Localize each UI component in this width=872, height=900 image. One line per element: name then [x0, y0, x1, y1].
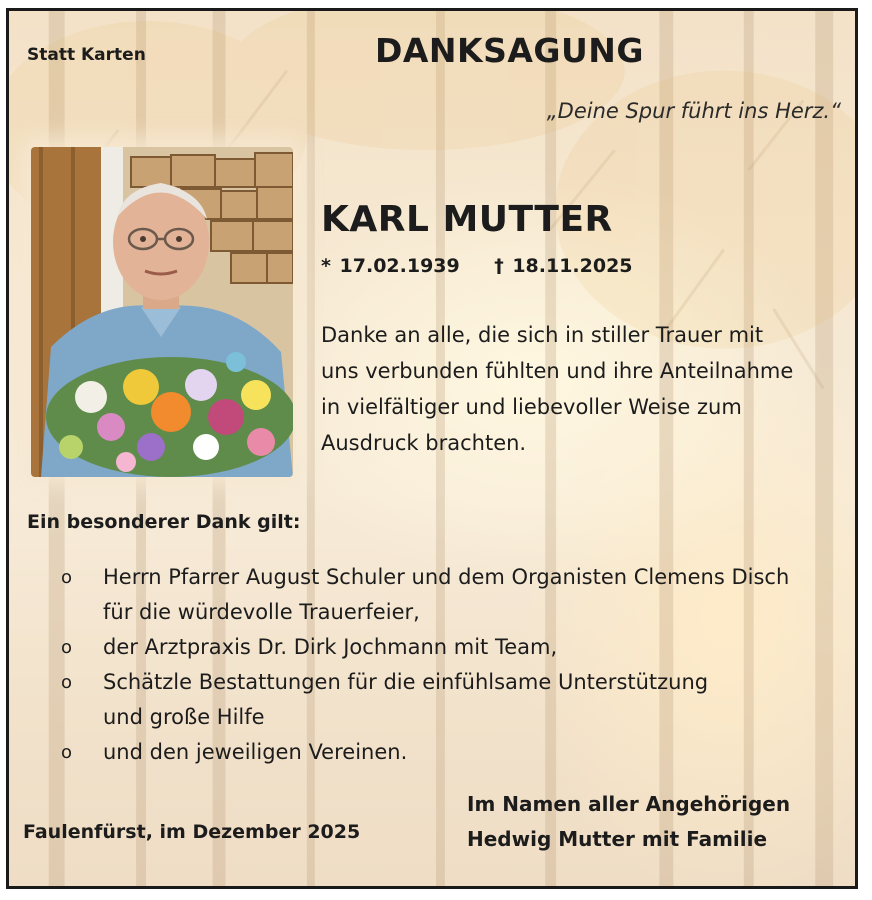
thanks-line: Danke an alle, die sich in stiller Trauer mit — [321, 323, 764, 347]
list-item — [61, 560, 851, 630]
deceased-name: KARL MUTTER — [321, 199, 613, 240]
portrait-photo — [31, 147, 293, 477]
birth-date: * 17.02.1939 — [321, 255, 460, 277]
obituary-card — [6, 8, 858, 889]
bullet-icon: o — [61, 637, 73, 658]
death-date: † 18.11.2025 — [494, 255, 633, 277]
list-item — [61, 735, 851, 770]
place-date: Faulenfürst, im Dezember 2025 — [23, 821, 361, 843]
thanks-line: in vielfältiger und liebevoller Weise zum — [321, 395, 742, 419]
list-item — [61, 630, 851, 665]
life-dates — [321, 255, 633, 277]
list-item-line: für die würdevolle Trauerfeier, — [103, 600, 420, 624]
bullet-icon: o — [61, 567, 73, 588]
portrait-illustration — [31, 147, 293, 477]
signature-line: Im Namen aller Angehörigen — [467, 792, 791, 816]
bullet-icon: o — [61, 742, 73, 763]
list-item-line: und große Hilfe — [103, 705, 265, 729]
special-thanks-list — [61, 560, 851, 770]
list-item — [61, 665, 851, 735]
thanks-line: Ausdruck brachten. — [321, 431, 527, 455]
motto-quote: „Deine Spur führt ins Herz.“ — [546, 99, 841, 123]
thanks-line: uns verbunden fühlten und ihre Anteilnahme — [321, 359, 794, 383]
list-item-line: Herrn Pfarrer August Schuler und dem Organisten Clemens Disch — [103, 565, 790, 589]
statt-karten-label: Statt Karten — [27, 45, 146, 65]
list-item-line: der Arztpraxis Dr. Dirk Jochmann mit Team, — [103, 635, 558, 659]
bullet-icon: o — [61, 672, 73, 693]
thanks-paragraph — [321, 317, 841, 461]
special-thanks-heading: Ein besonderer Dank gilt: — [27, 511, 301, 533]
list-item-line: Schätzle Bestattungen für die einfühlsame Unterstützung — [103, 670, 709, 694]
list-item-line: und den jeweiligen Vereinen. — [103, 740, 408, 764]
signature-line: Hedwig Mutter mit Familie — [467, 827, 768, 851]
signature-block — [467, 787, 790, 857]
page-title: DANKSAGUNG — [375, 31, 645, 70]
